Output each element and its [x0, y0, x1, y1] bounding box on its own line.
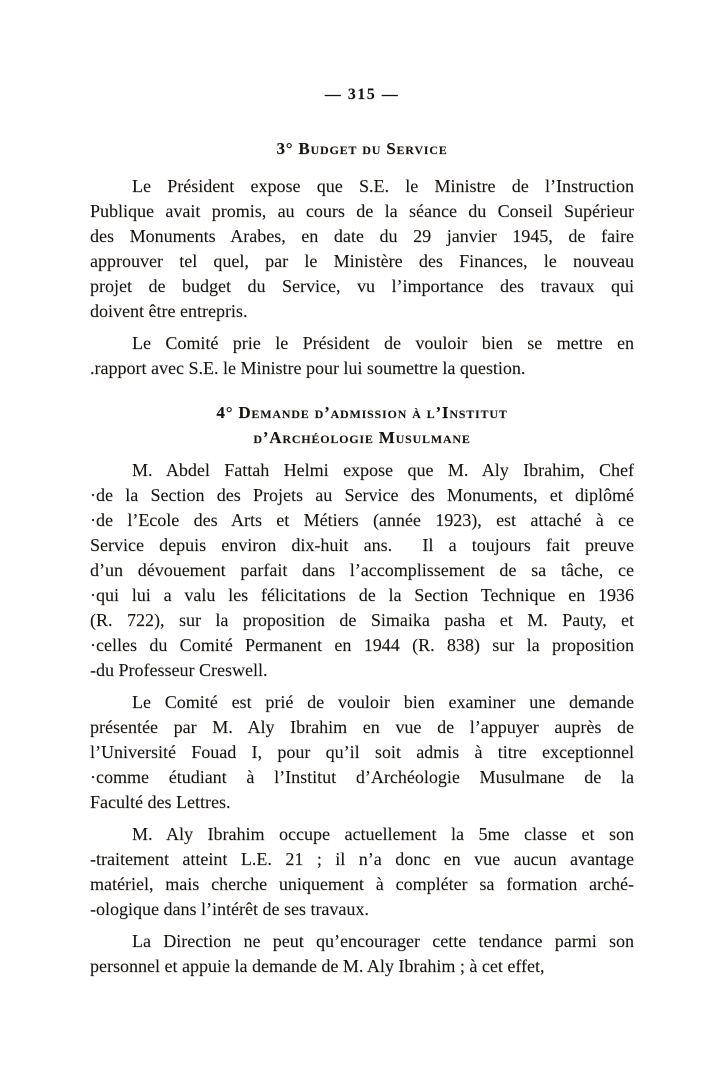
text-line: présentée par M. Aly Ibrahim en vue de l’appuyer auprès de: [90, 717, 634, 737]
paragraph-president-expose: [90, 174, 634, 324]
text-line: matériel, mais cherche uniquement à compléter sa formation arché-: [90, 874, 634, 894]
paragraph-direction-encourager: [90, 929, 634, 979]
text-line: Le Comité prie le Président de vouloir bien se mettre en: [132, 333, 634, 353]
section-4-heading: [90, 400, 634, 450]
text-line: 3° Budget du Service: [276, 139, 448, 158]
text-line: M. Abdel Fattah Helmi expose que M. Aly Ibrahim, Chef: [132, 460, 634, 480]
paragraph-abdel-fattah-helmi: [90, 458, 634, 683]
section-3-budget-du-service: [90, 136, 634, 381]
page-number: — 315 —: [324, 86, 400, 103]
text-line: -ologique dans l’intérêt de ses travaux.: [90, 899, 369, 919]
text-line: -traitement atteint L.E. 21 ; il n’a donc en vue aucun avantage: [90, 849, 634, 869]
paragraph-comite-prie: [90, 331, 634, 381]
text-line: Le Comité est prié de vouloir bien examiner une demande: [132, 692, 634, 712]
text-line: l’Université Fouad I, pour qu’il soit admis à titre exceptionnel: [90, 742, 634, 762]
section-3-heading: [90, 136, 634, 161]
text-line: des Monuments Arabes, en date du 29 janvier 1945, de faire: [90, 226, 634, 246]
paragraph-comite-examiner-demande: [90, 690, 634, 815]
text-line: projet de budget du Service, vu l’importance des travaux qui: [90, 276, 634, 296]
text-line: personnel et appuie la demande de M. Aly Ibrahim ; à cet effet,: [90, 956, 545, 976]
text-line: .rapport avec S.E. le Ministre pour lui soumettre la question.: [90, 358, 526, 378]
text-line: 4° Demande d’admission à l’Institut: [216, 403, 508, 422]
text-line: d’un dévouement parfait dans l’accomplissement de sa tâche, ce: [90, 560, 634, 580]
text-line: (R. 722), sur la proposition de Simaika pasha et M. Pauty, et: [90, 610, 634, 630]
text-line: M. Aly Ibrahim occupe actuellement la 5me classe et son: [132, 824, 634, 844]
text-line: approuver tel quel, par le Ministère des Finances, le nouveau: [90, 251, 634, 271]
text-line: ·qui lui a valu les félicitations de la Section Technique en 1936: [90, 585, 634, 605]
text-line: doivent être entrepris.: [90, 301, 248, 321]
text-line: Service depuis environ dix-huit ans. Il a toujours fait preuve: [90, 535, 634, 555]
text-line: -du Professeur Creswell.: [90, 660, 268, 680]
paragraph-aly-ibrahim-classe: [90, 822, 634, 922]
text-line: ·comme étudiant à l’Institut d’Archéologie Musulmane de la: [90, 767, 634, 787]
text-line: Faculté des Lettres.: [90, 792, 231, 812]
text-line: ·de la Section des Projets au Service des Monuments, et diplômé: [90, 485, 634, 505]
text-line: ·celles du Comité Permanent en 1944 (R. 838) sur la proposition: [90, 635, 634, 655]
text-line: ·de l’Ecole des Arts et Métiers (année 1923), est attaché à ce: [90, 510, 634, 530]
text-line: d’Archéologie Musulmane: [253, 428, 471, 447]
section-4-demande-admission: [90, 400, 634, 979]
text-line: Le Président expose que S.E. le Ministre de l’Instruction: [132, 176, 634, 196]
text-line: Publique avait promis, au cours de la séance du Conseil Supérieur: [90, 201, 634, 221]
text-line: La Direction ne peut qu’encourager cette tendance parmi son: [132, 931, 634, 951]
